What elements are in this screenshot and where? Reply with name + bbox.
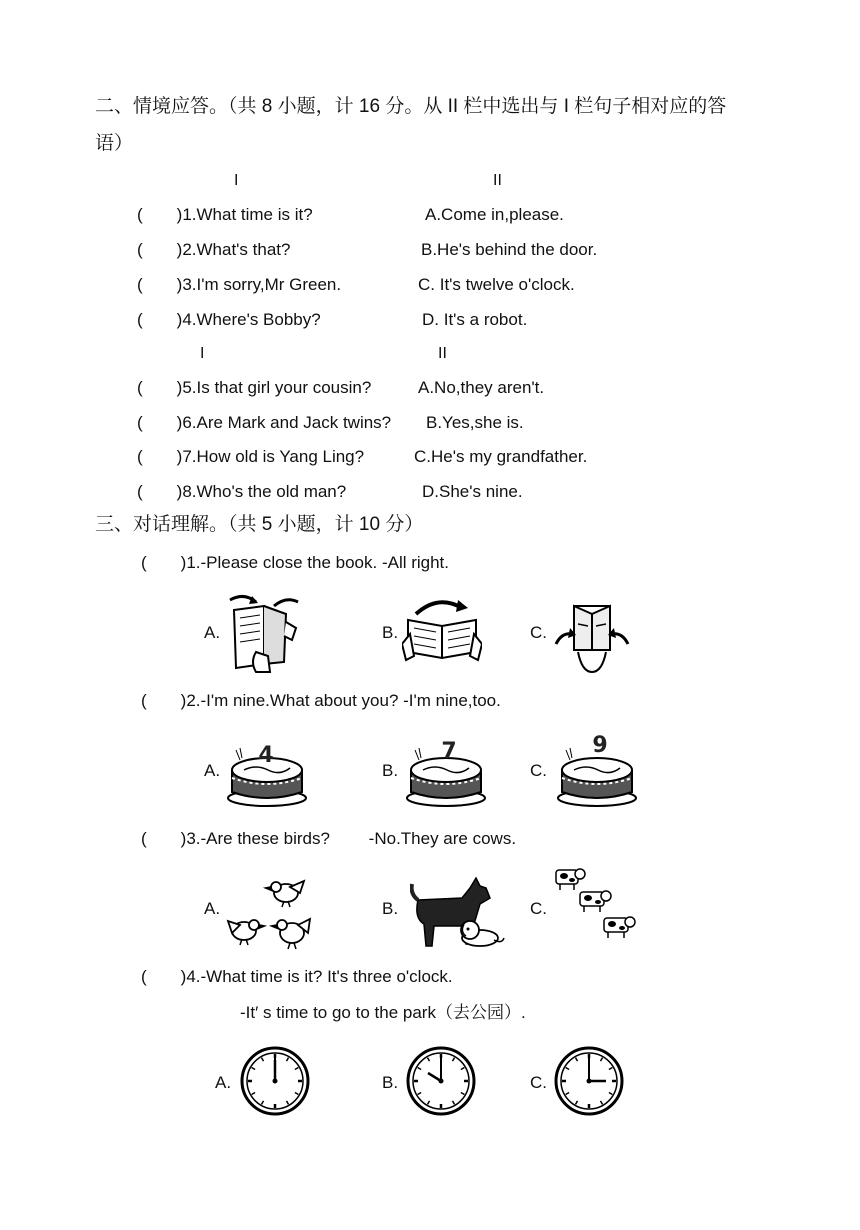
answer-a: A.Come in,please. <box>425 205 564 224</box>
answer-d: D. It's a robot. <box>422 310 528 329</box>
option-c-label-3: C. <box>530 899 547 918</box>
closing-window-icon <box>552 602 632 674</box>
clock-three-icon <box>552 1044 626 1118</box>
dialog-question-4-line2: -It′ s time to go to the park（去公园）. <box>240 1003 526 1022</box>
section-3-heading: 三、对话理解。（共 5 小题，计 10 分） <box>95 514 424 535</box>
column-header-ii-2: II <box>438 345 447 362</box>
question-5: ( )5.Is that girl your cousin? <box>137 378 372 397</box>
candle-number: 4 <box>258 743 274 768</box>
open-book-icon <box>402 594 482 664</box>
option-a-label-4: A. <box>215 1073 232 1092</box>
option-a-label: A. <box>204 623 221 642</box>
question-6: ( )6.Are Mark and Jack twins? <box>137 413 392 432</box>
candle-number: 7 <box>441 739 457 764</box>
birthday-cake-7-icon <box>405 732 487 808</box>
option-c-label-2: C. <box>530 761 547 780</box>
question-4: ( )4.Where's Bobby? <box>137 310 321 329</box>
option-a-label-3: A. <box>204 899 221 918</box>
cows-icon <box>552 862 642 946</box>
clock-twelve-icon <box>238 1044 312 1118</box>
column-header-i-2: I <box>200 345 205 362</box>
answer-b: B.He's behind the door. <box>421 240 598 259</box>
answer-b-2: B.Yes,she is. <box>426 413 524 432</box>
column-header-ii: II <box>493 172 502 189</box>
closing-book-icon <box>226 592 300 674</box>
column-header-i: I <box>234 172 239 189</box>
answer-d-2: D.She's nine. <box>422 482 523 501</box>
option-b-label-2: B. <box>382 761 399 780</box>
option-b-label: B. <box>382 623 399 642</box>
option-c-label-4: C. <box>530 1073 547 1092</box>
dogs-icon <box>410 874 506 952</box>
answer-a-2: A.No,they aren't. <box>418 378 545 397</box>
birthday-cake-9-icon <box>556 730 638 808</box>
candle-number: 9 <box>592 733 608 758</box>
question-1: ( )1.What time is it? <box>137 205 313 224</box>
dialog-question-1: ( )1.-Please close the book. -All right. <box>141 553 450 572</box>
answer-c: C. It's twelve o'clock. <box>418 275 575 294</box>
dialog-question-2: ( )2.-I'm nine.What about you? -I'm nine,too. <box>141 691 501 710</box>
answer-c-2: C.He's my grandfather. <box>414 447 588 466</box>
dialog-question-3: ( )3.-Are these birds? -No.They are cows. <box>141 829 517 848</box>
option-c-label: C. <box>530 623 547 642</box>
section-2-heading-cont: 语） <box>95 133 134 154</box>
question-8: ( )8.Who's the old man? <box>137 482 347 501</box>
dialog-question-4: ( )4.-What time is it? It's three o'clock. <box>141 967 453 986</box>
birthday-cake-4-icon <box>226 732 308 808</box>
option-a-label-2: A. <box>204 761 221 780</box>
option-b-label-4: B. <box>382 1073 399 1092</box>
question-3: ( )3.I'm sorry,Mr Green. <box>137 275 342 294</box>
section-2-heading: 二、情境应答。（共 8 小题，计 16 分。从 II 栏中选出与 I 栏句子相对应的答 <box>95 96 727 117</box>
option-b-label-3: B. <box>382 899 399 918</box>
question-7: ( )7.How old is Yang Ling? <box>137 447 365 466</box>
clock-ten-icon <box>404 1044 478 1118</box>
question-2: ( )2.What's that? <box>137 240 291 259</box>
birds-icon <box>224 877 314 953</box>
